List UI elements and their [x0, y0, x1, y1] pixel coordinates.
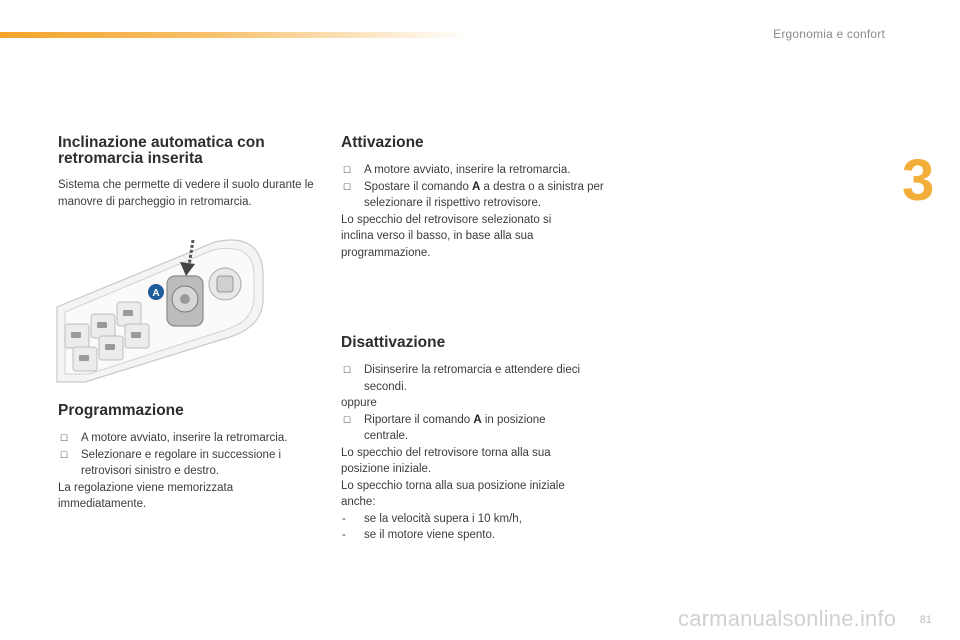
figure-label-a: A [152, 288, 160, 299]
programming-title: Programmazione [58, 402, 184, 419]
list-item: - se la velocità supera i 10 km/h, [342, 512, 522, 525]
list-item: - se il motore viene spento. [342, 529, 496, 541]
deactivation-note-1: Lo specchio del retrovisore torna alla sua posizione iniziale. [341, 446, 551, 475]
header-accent-bar [0, 32, 470, 38]
deactivation-title: Disattivazione [341, 334, 446, 351]
list-item: ☐ Spostare il comando A a destra o a sinistra per selezionare il rispettivo retrovisore. [343, 180, 604, 209]
activation-title: Attivazione [341, 134, 424, 151]
list-item: ☐ A motore avviato, inserire la retromarcia. [343, 164, 571, 176]
programming-section [58, 403, 326, 513]
auto-tilt-title: Inclinazione automatica con retromarcia inserita [58, 134, 265, 167]
deactivation-note-2: Lo specchio torna alla sua posizione iniziale anche: [341, 479, 565, 508]
list-item: ☐ Disinserire la retromarcia e attendere dieci secondi. [343, 364, 581, 393]
auto-tilt-intro: Sistema che permette di vedere il suolo durante le manovre di parcheggio in retromarcia. [58, 179, 314, 208]
activation-note: Lo specchio del retrovisore selezionato si inclina verso il basso, in base alla sua programmazione. [341, 213, 552, 259]
deactivation-section [341, 335, 616, 544]
chapter-number: 3 [902, 148, 935, 213]
list-item: ☐ Riportare il comando A in posizione centrale. [343, 413, 546, 442]
mirror-control-illustration [55, 232, 270, 384]
left-column [58, 135, 326, 210]
programming-note: La regolazione viene memorizzata immediatamente. [58, 481, 234, 510]
oppure-text: oppure [341, 397, 377, 409]
list-item: ☐ Selezionare e regolare in successione i retrovisori sinistro e destro. [60, 448, 282, 477]
page-number: 81 [919, 614, 932, 626]
activation-section [341, 135, 616, 261]
section-title: Ergonomia e confort [773, 27, 885, 41]
watermark: carmanualsonline.info [678, 606, 897, 631]
list-item: ☐ A motore avviato, inserire la retromarcia. [60, 432, 288, 444]
